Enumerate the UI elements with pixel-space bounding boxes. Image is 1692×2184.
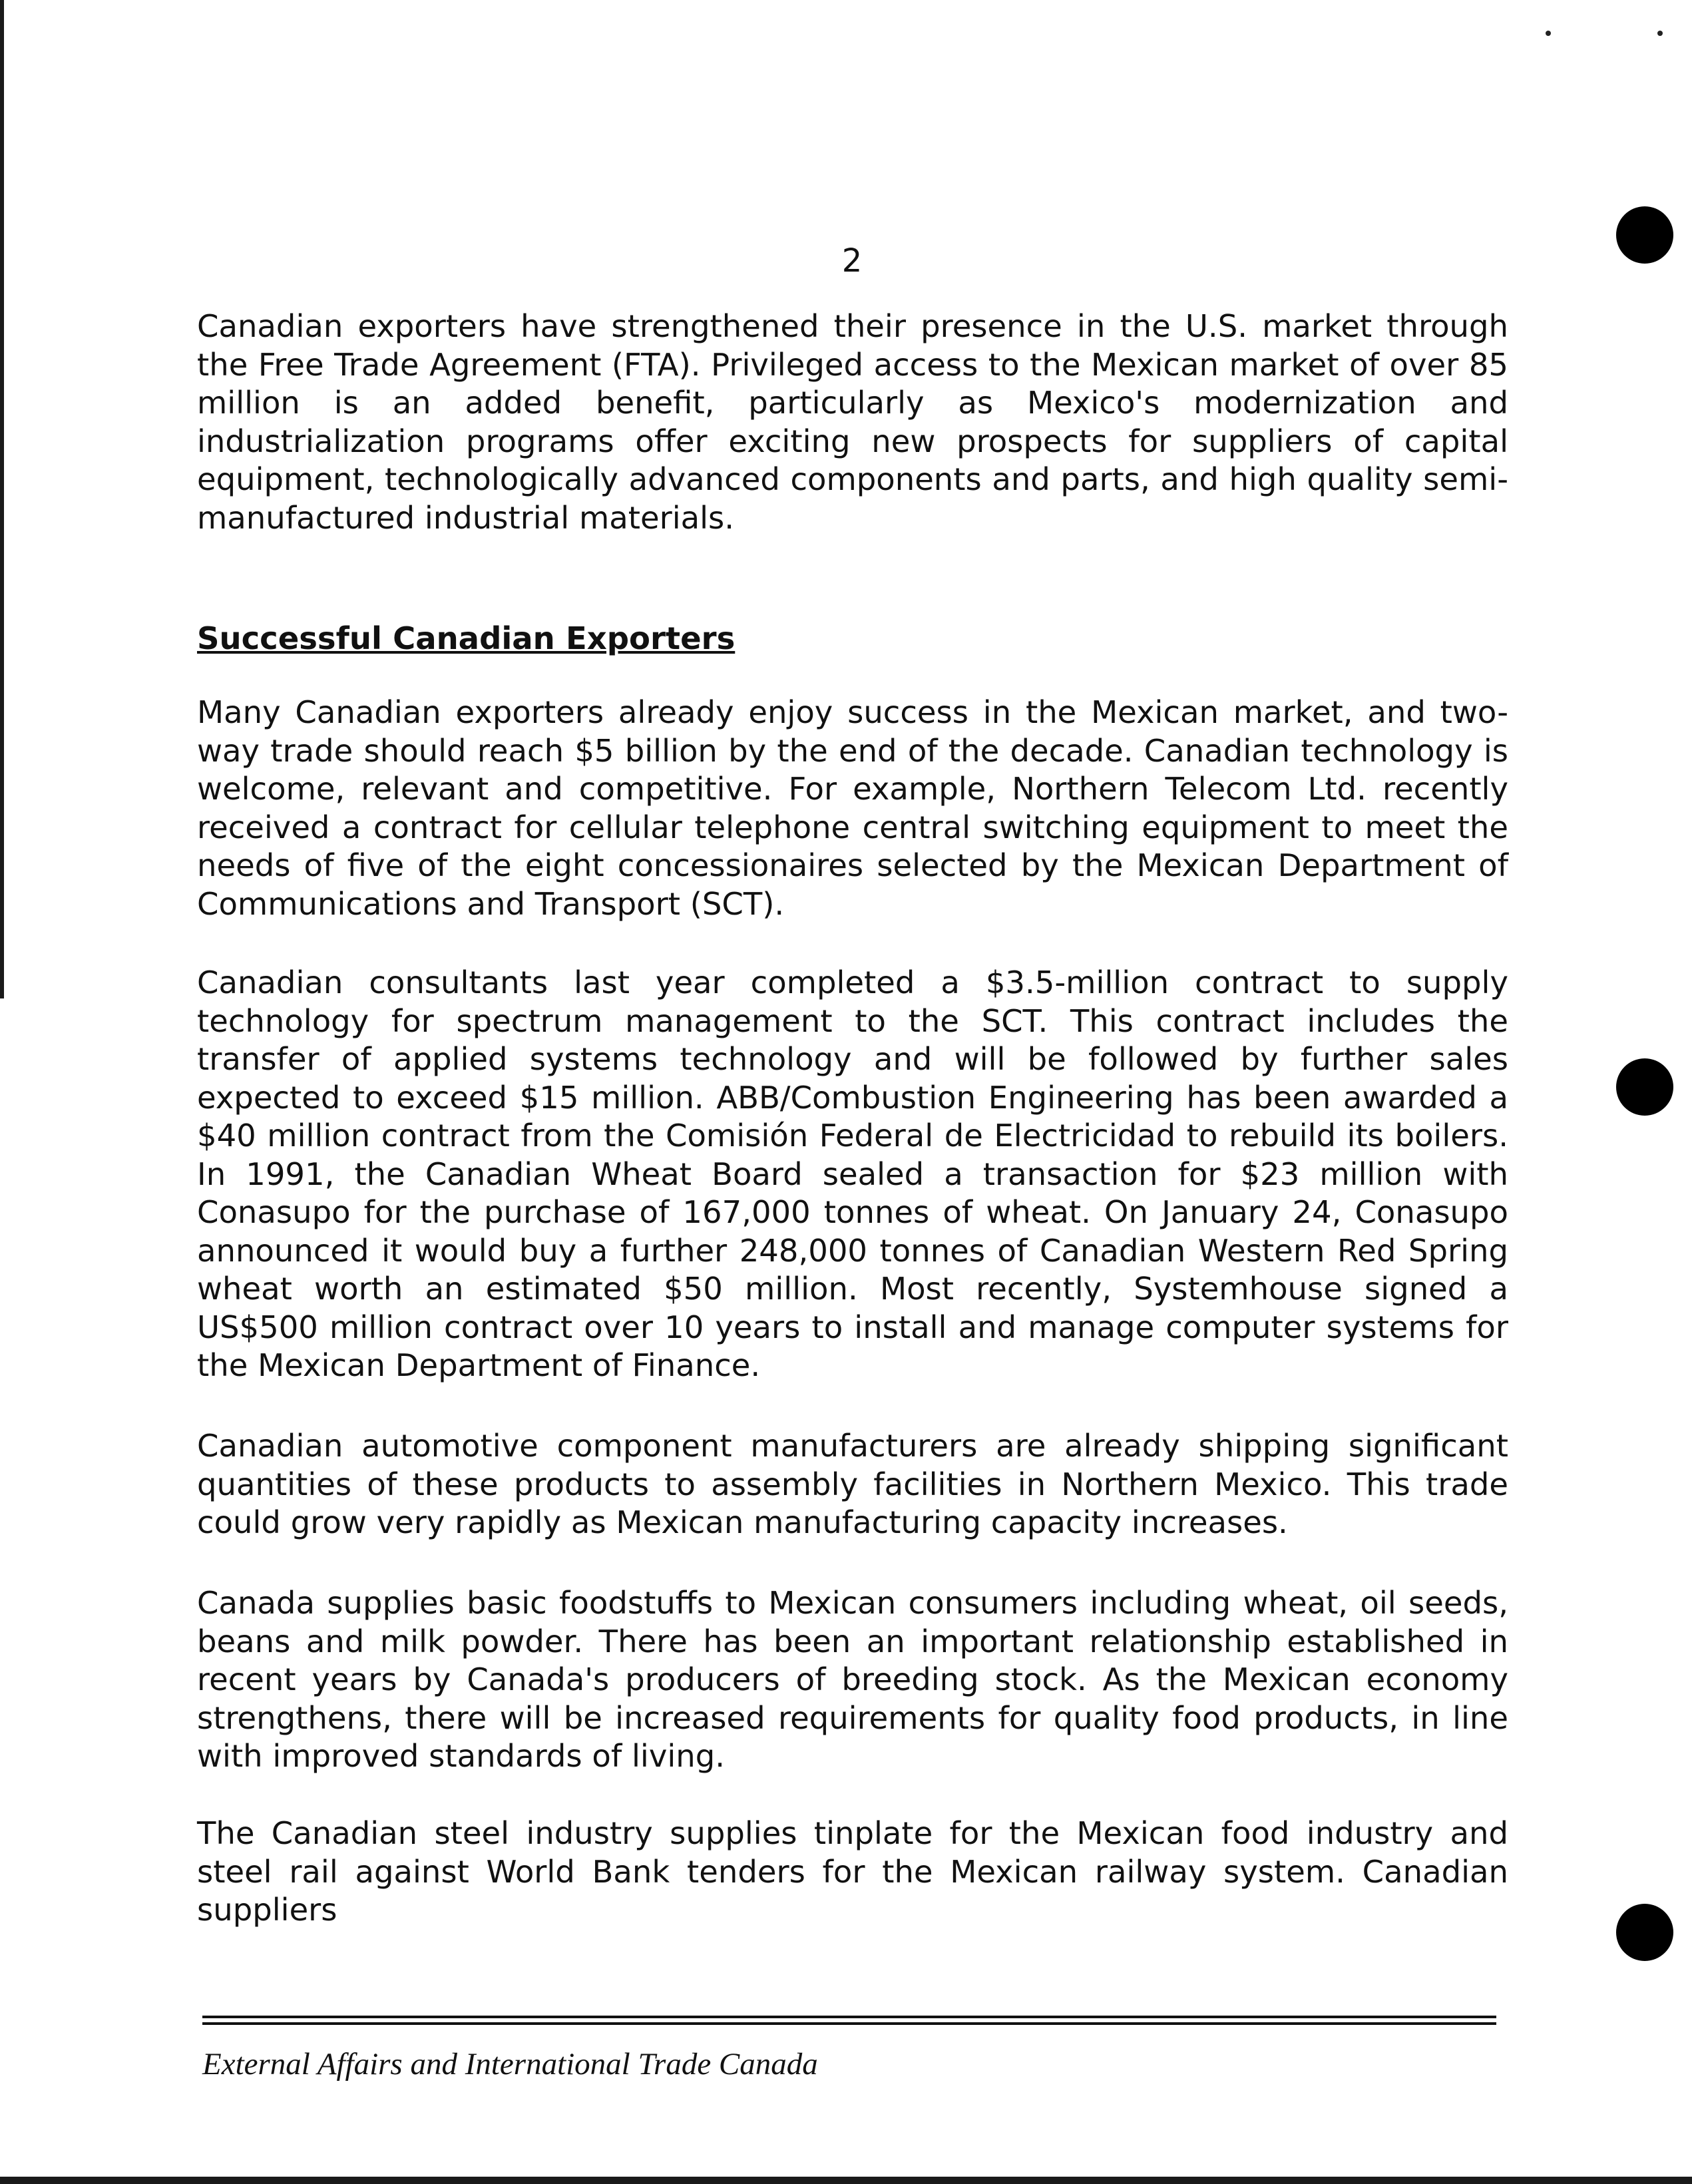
paragraph-automotive: Canadian automotive component manufacturers are already shipping significant quantities of these products to assembly facilities in Northern Mexico. This trade could grow very rapidly as Mexican manufacturing capacity increases. xyxy=(197,1428,1508,1540)
paragraph-steel: The Canadian steel industry supplies tinplate for the Mexican food industry and steel rail against World Bank tenders for the Mexican railway system. Canadian suppliers xyxy=(197,1815,1508,1928)
footer-organization: External Affairs and International Trade Canada xyxy=(202,2047,818,2081)
punch-hole xyxy=(1616,206,1673,264)
paragraph-foodstuffs: Canada supplies basic foodstuffs to Mexican consumers including wheat, oil seeds, beans and milk powder. There has been an important relationship established in recent years by Canada's producers of breeding stock. As the Mexican economy strengthens, there will be increased requirements for quality food products, in line with improved standards of living. xyxy=(197,1585,1508,1774)
paragraph-exporters-success: Many Canadian exporters already enjoy success in the Mexican market, and two-way trade should reach $5 billion by the end of the decade. Canadian technology is welcome, relevant and competitive. For example, Northern Telecom Ltd. recently received a contract for cellular telephone central switching equipment to meet the needs of five of the eight concessionaires selected by the Mexican Department of Communications and Transport (SCT). xyxy=(197,694,1508,922)
footer-rule xyxy=(202,2016,1496,2018)
paragraph-fta-intro: Canadian exporters have strengthened their presence in the U.S. market through the Free Trade Agreement (FTA). Privileged access to the Mexican market of over 85 million is an added benefit, particularly as Mexico's modernization and industrialization programs offer exciting new prospects for suppliers of capital equipment, technologically advanced components and parts, and high quality semi-manufactured industrial materials. xyxy=(197,308,1508,536)
section-heading: Successful Canadian Exporters xyxy=(197,620,736,656)
page-number: 2 xyxy=(841,242,863,280)
paragraph-contracts: Canadian consultants last year completed a $3.5-million contract to supply technology for spectrum management to the SCT. This contract includes the transfer of applied systems technology and will be followed by further sales expected to exceed $15 million. ABB/Combustion Engineering has been awarded a $40 million contract from the Comisión Federal de Electricidad to rebuild its boilers. In 1991, the Canadian Wheat Board sealed a transaction for $23 million with Conasupo for the purchase of 167,000 tonnes of wheat. On January 24, Conasupo announced it would buy a further 248,000 tonnes of Canadian Western Red Spring wheat worth an estimated $50 million. Most recently, Systemhouse signed a US$500 million contract over 10 years to install and manage computer systems for the Mexican Department of Finance. xyxy=(197,965,1508,1383)
punch-hole xyxy=(1616,1904,1673,1961)
punch-hole xyxy=(1616,1058,1673,1116)
footer-rule xyxy=(202,2022,1496,2025)
scan-edge-left xyxy=(0,0,4,998)
scan-edge-bottom xyxy=(0,2177,1692,2184)
scan-speck xyxy=(1657,31,1663,36)
scan-speck xyxy=(1546,31,1551,36)
